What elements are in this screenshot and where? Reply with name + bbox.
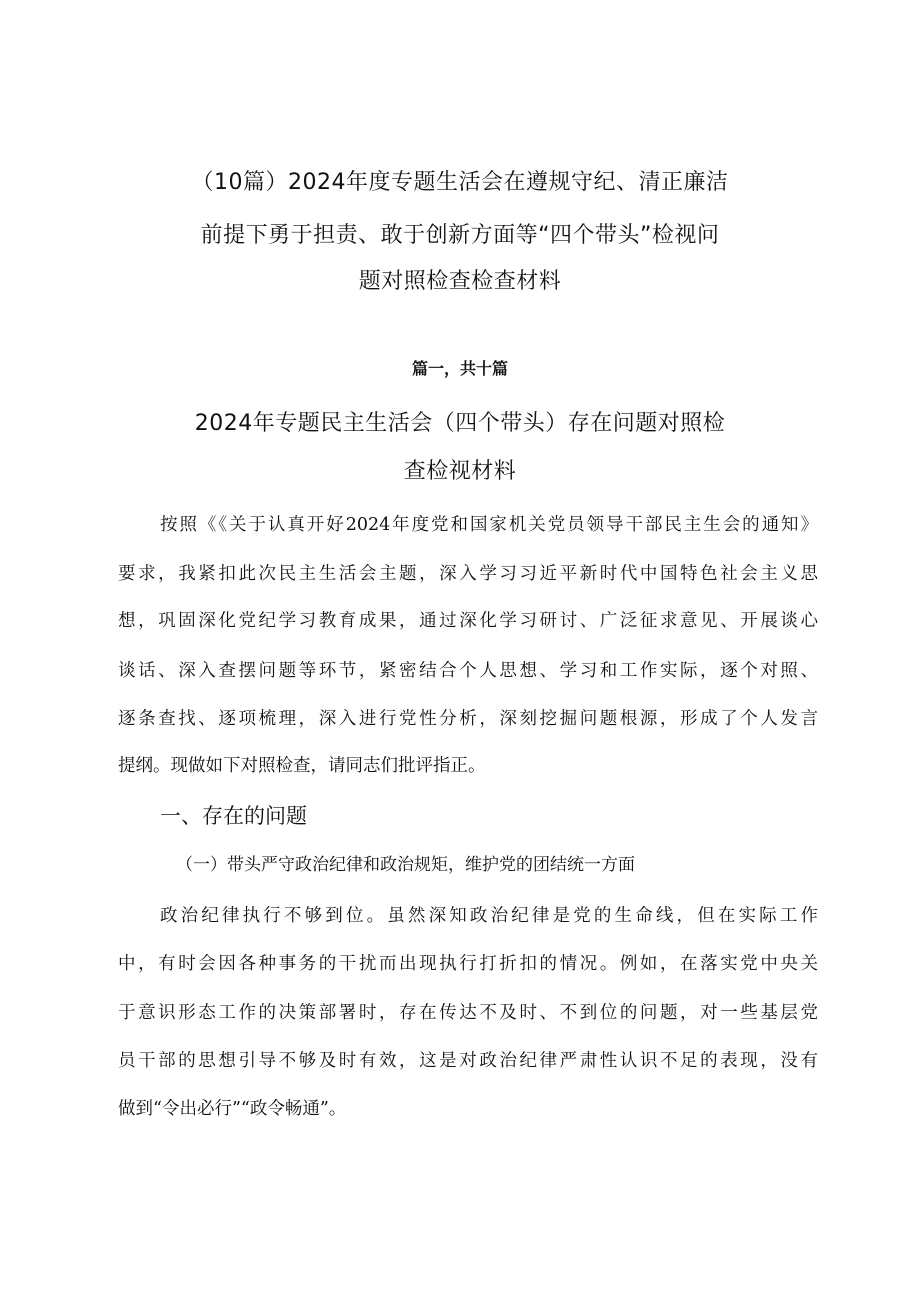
intro-line-1: 按照《《关于认真开好2024年度党和国家机关党员领导干部民主生会的通知》 (160, 515, 818, 535)
paragraph-line-2: 中，有时会因各种事务的干扰而出现执行打折扣的情况。例如，在落实党中央关 (118, 954, 818, 974)
intro-line-4: 谈话、深入查摆问题等环节，紧密结合个人思想、学习和工作实际，逐个对照、 (118, 661, 818, 681)
intro-line-2: 要求，我紧扣此次民主生活会主题，深入学习习近平新时代中国特色社会主义思 (118, 564, 818, 584)
paragraph-line-4: 员干部的思想引导不够及时有效，这是对政治纪律严肃性认识不足的表现，没有 (118, 1051, 818, 1071)
section-heading: 一、存在的问题 (160, 804, 307, 828)
intro-line-3: 想，巩固深化党纪学习教育成果，通过深化学习研讨、广泛征求意见、开展谈心 (118, 611, 818, 631)
paragraph-line-1: 政治纪律执行不够到位。虽然深知政治纪律是党的生命线，但在实际工作 (160, 906, 818, 926)
sub-title-line-1: 2024年专题民主生活会（四个带头）存在问题对照检 (194, 411, 726, 436)
paragraph-line-3: 于意识形态工作的决策部署时，存在传达不及时、不到位的问题，对一些基层党 (118, 1003, 818, 1023)
main-title-line-2: 前提下勇于担责、敢于创新方面等“四个带头”检视问 (200, 223, 720, 248)
part-label: 篇一，共十篇 (411, 359, 508, 378)
main-title-line-1: （10篇）2024年度专题生活会在遵规守纪、清正廉洁 (191, 170, 729, 195)
intro-line-6: 提纲。现做如下对照检查，请同志们批评指正。 (118, 756, 486, 776)
main-title-line-3: 题对照检查检查材料 (358, 269, 562, 294)
paragraph-line-5: 做到“令出必行”“政令畅通”。 (118, 1099, 347, 1119)
intro-line-5: 逐条查找、逐项梳理，深入进行党性分析，深刻挖掘问题根源，形成了个人发言 (118, 709, 818, 729)
subsection-heading: （一）带头严守政治纪律和政治规矩，维护党的团结统一方面 (176, 855, 635, 875)
sub-title-line-2: 查检视材料 (403, 459, 517, 484)
